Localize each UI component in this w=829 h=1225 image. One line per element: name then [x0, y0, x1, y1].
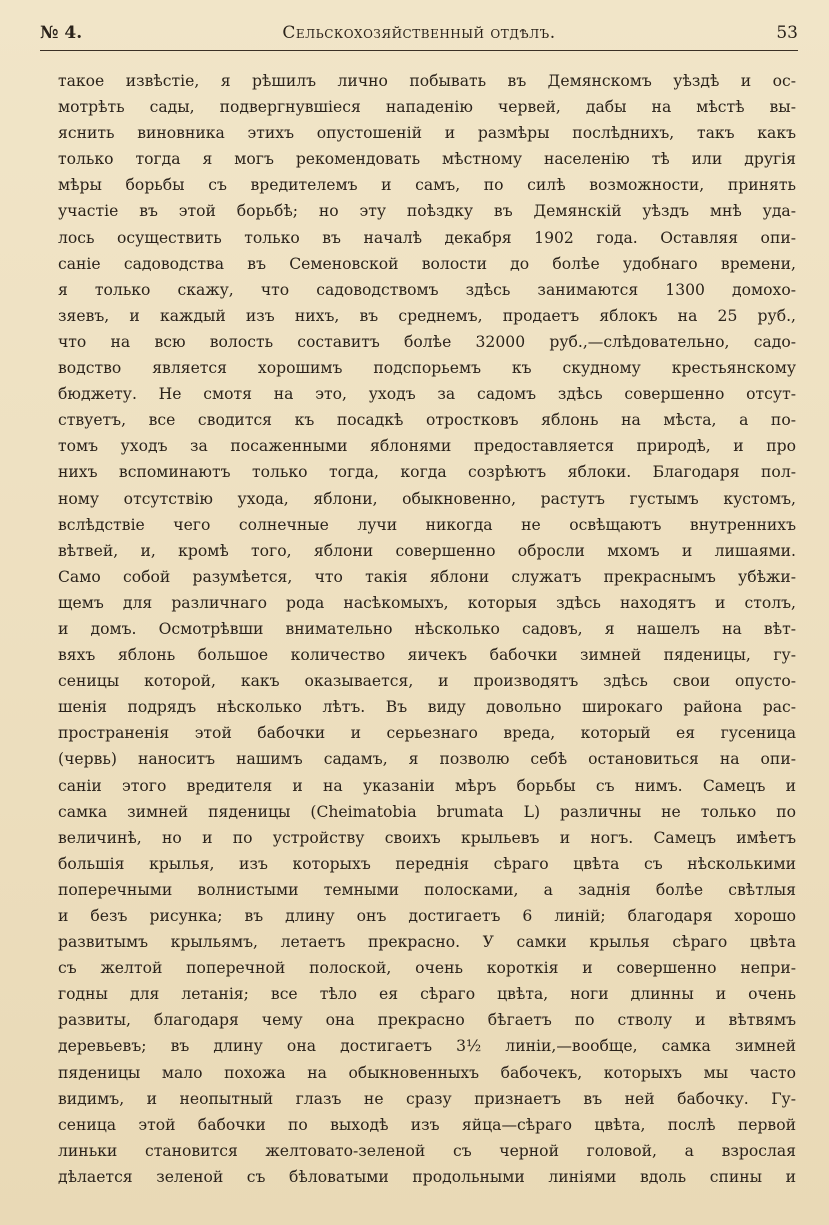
text-line: и домъ. Осмотрѣвши внимательно нѣсколько садовъ, я нашелъ на вѣт-: [58, 619, 796, 638]
text-line: мотрѣть сады, подвергнувшіеся нападенію червей, дабы на мѣстѣ вы-: [58, 98, 796, 117]
text-line: большія крылья, изъ которыхъ переднія сѣраго цвѣта съ нѣсколькими: [58, 854, 796, 873]
page-number: 53: [776, 23, 798, 43]
text-line: саніи этого вредителя и на указаніи мѣръ борьбы съ нимъ. Самецъ и: [58, 776, 796, 795]
text-line: что на всю волость составитъ болѣе 32000 руб.,—слѣдовательно, садо-: [58, 332, 796, 351]
text-line: вѣтвей, и, кромѣ того, яблони совершенно обросли мхомъ и лишаями.: [58, 541, 796, 560]
text-line: линьки становится желтовато-зеленой съ черной головой, а взрослая: [58, 1141, 796, 1160]
text-line: величинѣ, но и по устройству своихъ крыльевъ и ногъ. Самецъ имѣетъ: [58, 828, 796, 847]
body-text: [58, 68, 796, 1190]
text-line: шенія подрядъ нѣсколько лѣтъ. Въ виду довольно широкаго района рас-: [58, 698, 796, 717]
text-line: нихъ вспоминаютъ только тогда, когда созрѣютъ яблоки. Благодаря пол-: [58, 463, 796, 482]
text-line: (червь) наноситъ нашимъ садамъ, я позволю себѣ остановиться на опи-: [58, 750, 796, 769]
issue-number: № 4.: [40, 23, 83, 43]
text-line: и безъ рисунка; въ длину онъ достигаетъ 6 линій; благодаря хорошо: [58, 907, 796, 925]
text-line: я только скажу, что садоводствомъ здѣсь занимаются 1300 домохо-: [58, 280, 796, 299]
text-line: видимъ, и неопытный глазъ не сразу признаетъ въ ней бабочку. Гу-: [58, 1089, 796, 1108]
text-line: сеницы которой, какъ оказывается, и производятъ здѣсь свои опусто-: [58, 672, 796, 691]
running-header: [40, 18, 798, 51]
text-line: саніе садоводства въ Семеновской волости до болѣе удобнаго времени,: [58, 254, 796, 273]
text-line: лось осуществить только въ началѣ декабря 1902 года. Оставляя опи-: [58, 228, 796, 247]
text-line: водство является хорошимъ подспорьемъ къ скудному крестьянскому: [58, 359, 796, 378]
text-line: мѣры борьбы съ вредителемъ и самъ, по силѣ возможности, принять: [58, 176, 796, 195]
text-line: зяевъ, и каждый изъ нихъ, въ среднемъ, продаетъ яблокъ на 25 руб.,: [58, 306, 796, 325]
text-line: развиты, благодаря чему она прекрасно бѣгаетъ по стволу и вѣтвямъ: [58, 1011, 796, 1030]
text-line: деревьевъ; въ длину она достигаетъ 3½ линіи,—вообще, самка зимней: [58, 1037, 796, 1056]
text-line: вяхъ яблонь большое количество яичекъ бабочки зимней пяденицы, гу-: [58, 646, 796, 665]
text-line: ствуетъ, все сводится къ посадкѣ отростковъ яблонь на мѣста, а по-: [58, 411, 796, 430]
text-line: только тогда я могъ рекомендовать мѣстному населенію тѣ или другія: [58, 150, 796, 169]
text-line: яснить виновника этихъ опустошеній и размѣры послѣднихъ, такъ какъ: [58, 124, 796, 143]
text-line: щемъ для различнаго рода насѣкомыхъ, которыя здѣсь находятъ и столъ,: [58, 593, 796, 612]
text-line: пяденицы мало похожа на обыкновенныхъ бабочекъ, которыхъ мы часто: [58, 1063, 796, 1082]
text-line: бюджету. Не смотя на это, уходъ за садомъ здѣсь совершенно отсут-: [58, 385, 796, 404]
text-line: годны для летанія; все тѣло ея сѣраго цвѣта, ноги длинны и очень: [58, 985, 796, 1004]
text-line: дѣлается зеленой съ бѣловатыми продольными линіями вдоль спины и: [58, 1167, 796, 1186]
text-line: съ желтой поперечной полоской, очень короткія и совершенно непри-: [58, 959, 796, 978]
text-line: сеница этой бабочки по выходѣ изъ яйца—сѣраго цвѣта, послѣ первой: [58, 1115, 796, 1134]
text-line: развитымъ крыльямъ, летаетъ прекрасно. У самки крылья сѣраго цвѣта: [58, 933, 796, 952]
section-title: Сельскохозяйственный отдѣлъ.: [282, 23, 556, 43]
text-line: участіе въ этой борьбѣ; но эту поѣздку въ Демянскій уѣздъ мнѣ уда-: [58, 202, 796, 221]
text-line: ному отсутствію ухода, яблони, обыкновенно, растутъ густымъ кустомъ,: [58, 489, 796, 508]
text-line: пространенія этой бабочки и серьезнаго вреда, который ея гусеница: [58, 724, 796, 743]
text-line: томъ уходъ за посаженными яблонями предоставляется природѣ, и про: [58, 437, 796, 456]
text-line: поперечными волнистыми темными полосками, а заднія болѣе свѣтлыя: [58, 880, 796, 899]
text-line: Само собой разумѣется, что такія яблони служатъ прекраснымъ убѣжи-: [58, 567, 796, 586]
text-line: такое извѣстіе, я рѣшилъ лично побывать въ Демянскомъ уѣздѣ и ос-: [58, 72, 796, 90]
text-line: вслѣдствіе чего солнечные лучи никогда не освѣщаютъ внутреннихъ: [58, 515, 796, 534]
text-line: самка зимней пяденицы (Cheimatobia brumata L) различны не только по: [58, 802, 796, 821]
